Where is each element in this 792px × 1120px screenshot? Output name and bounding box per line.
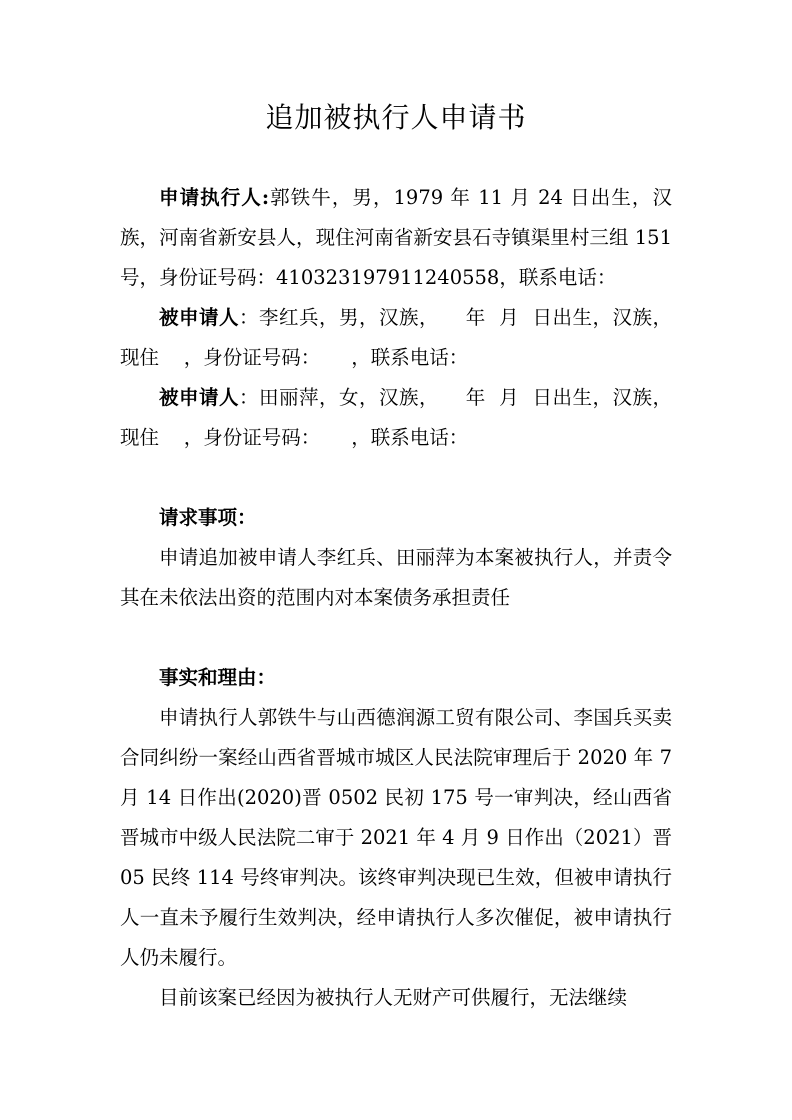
respondent2-label: 被申请人: [159, 386, 239, 409]
spacer: [120, 458, 672, 498]
facts-paragraph-2: 目前该案已经因为被执行人无财产可供履行，无法继续: [159, 986, 628, 1009]
applicant-text: 郭铁牛，男，1979 年 11 月 24 日出生，汉族，河南省新安县人，现住河南省新安县石寺镇渠里村三组 151 号，身份证号码：410323197911240558，联系电话：: [120, 186, 673, 289]
respondent1-label: 被申请人: [159, 306, 239, 329]
respondent2-paragraph: [120, 378, 672, 458]
spacer: [120, 618, 672, 658]
respondent1-paragraph: [120, 298, 672, 378]
document-title: 追加被执行人申请书: [265, 101, 527, 134]
applicant-paragraph: [120, 178, 672, 298]
facts-paragraph-1: 申请执行人郭铁牛与山西德润源工贸有限公司、李国兵买卖合同纠纷一案经山西省晋城市城区人民法院审理后于 2020 年 7 月 14 日作出(2020)晋 0502 民初 175 号一审判决，经山西省晋城市中级人民法院二审于 2021 年 4 月 9 日作出（2021）晋 05 民终 114 号终审判决。该终审判决现已生效，但被申请执行人一直未予履行生效判决，经申请执行人多次催促，被申请执行人仍未履行。: [120, 706, 672, 969]
respondent1-text: ：李红兵，男，汉族， 年 月 日出生，汉族，现住 ，身份证号码： ，联系电话：: [120, 306, 672, 369]
requests-text: 申请追加被申请人李红兵、田丽萍为本案被执行人，并责令其在未依法出资的范围内对本案债务承担责任: [120, 546, 672, 609]
facts-heading: 事实和理由：: [159, 666, 277, 689]
respondent2-text: ：田丽萍，女，汉族， 年 月 日出生，汉族，现住 ，身份证号码： ，联系电话：: [120, 386, 672, 449]
document-body: [120, 178, 672, 1018]
applicant-label: 申请执行人:: [159, 186, 270, 209]
requests-heading: 请求事项：: [159, 506, 257, 529]
